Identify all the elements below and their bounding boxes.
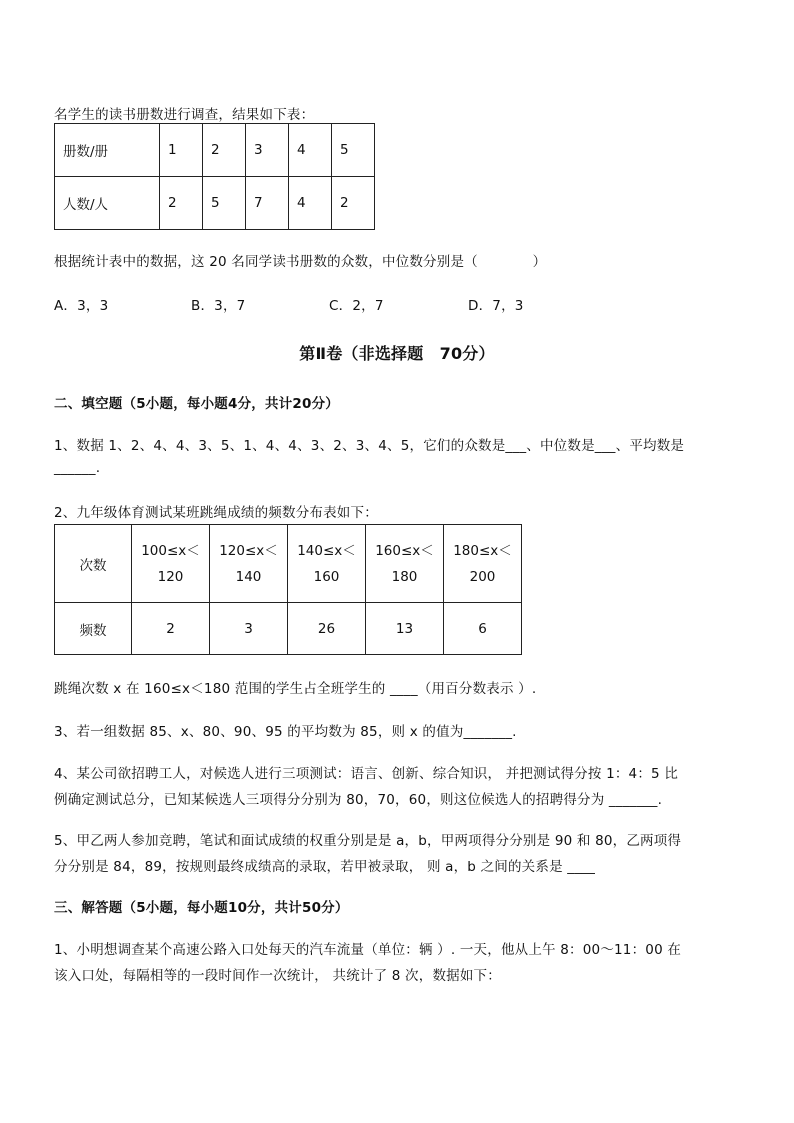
fill-question-2: 2、九年级体育测试某班跳绳成绩的频数分布表如下： [54, 505, 378, 521]
range-top: 180≤x＜ [453, 542, 512, 559]
part2-title: 二、填空题（5小题，每小题4分，共计20分） [54, 396, 339, 412]
range-bottom: 140 [235, 568, 262, 585]
table-cell: 26 [288, 603, 366, 655]
option-b: B．3，7 [191, 298, 246, 314]
range-bottom: 200 [469, 568, 496, 585]
table-cell: 2 [160, 177, 203, 230]
fill-question-4: 4、某公司欲招聘工人，对候选人进行三项测试：语言、创新、综合知识， 并把测试得分按 1：4：5 比 [54, 766, 679, 782]
part3-title: 三、解答题（5小题，每小题10分，共计50分） [54, 900, 349, 916]
fill-question-5-cont: 分分别是 84，89，按规则最终成绩高的录取，若甲被录取， 则 a，b 之间的关系是 ____ [54, 859, 596, 875]
table-cell: 6 [444, 603, 522, 655]
range-top: 140≤x＜ [297, 542, 356, 559]
row-header: 册数/册 [55, 124, 160, 177]
table-row [55, 177, 375, 230]
fill-question-3: 3、若一组数据 85、x、80、90、95 的平均数为 85，则 x 的值为_______. [54, 724, 517, 740]
table-row [55, 124, 375, 177]
books-table [54, 123, 375, 230]
table-cell: 7 [246, 177, 289, 230]
solve-question-1: 1、小明想调查某个高速公路入口处每天的汽车流量（单位：辆 ）. 一天，他从上午 8：00～11：00 在 [54, 942, 682, 958]
range-cell [210, 525, 288, 603]
fill-question-2-tail: 跳绳次数 x 在 160≤x＜180 范围的学生占全班学生的 ____（用百分数表示 ）. [54, 681, 537, 697]
table-cell: 4 [289, 124, 332, 177]
frequency-table [54, 524, 522, 655]
range-cell [288, 525, 366, 603]
row-header: 频数 [55, 603, 132, 655]
table-cell: 2 [132, 603, 210, 655]
row-header: 人数/人 [55, 177, 160, 230]
table-row [55, 603, 522, 655]
option-d: D．7，3 [468, 298, 524, 314]
question-prompt: 根据统计表中的数据，这 20 名同学读书册数的众数，中位数分别是（ ） [54, 254, 547, 270]
range-bottom: 180 [391, 568, 418, 585]
range-top: 120≤x＜ [219, 542, 278, 559]
range-cell [132, 525, 210, 603]
range-top: 160≤x＜ [375, 542, 434, 559]
fill-question-1: 1、数据 1、2、4、4、3、5、1、4、4、3、2、3、4、5，它们的众数是___、中位数是___、平均数是 [54, 438, 685, 454]
range-cell [444, 525, 522, 603]
range-bottom: 120 [157, 568, 184, 585]
fill-question-4-cont: 例确定测试总分，已知某候选人三项得分分别为 80，70，60，则这位候选人的招聘得分为 _______. [54, 792, 663, 808]
range-top: 100≤x＜ [141, 542, 200, 559]
option-c: C．2，7 [329, 298, 384, 314]
intro-line: 名学生的读书册数进行调查，结果如下表： [54, 107, 315, 123]
solve-question-1-cont: 该入口处，每隔相等的一段时间作一次统计， 共统计了 8 次，数据如下： [54, 968, 501, 984]
option-a: A．3，3 [54, 298, 109, 314]
table-cell: 5 [203, 177, 246, 230]
range-bottom: 160 [313, 568, 340, 585]
table-cell: 1 [160, 124, 203, 177]
fill-question-1-cont: ______. [54, 460, 101, 476]
table-cell: 5 [332, 124, 375, 177]
table-cell: 13 [366, 603, 444, 655]
table-row [55, 525, 522, 603]
table-cell: 3 [210, 603, 288, 655]
table-cell: 2 [203, 124, 246, 177]
table-cell: 2 [332, 177, 375, 230]
fill-question-5: 5、甲乙两人参加竞聘，笔试和面试成绩的权重分别是是 a，b，甲两项得分分别是 90 和 80，乙两项得 [54, 833, 682, 849]
range-cell [366, 525, 444, 603]
table-cell: 3 [246, 124, 289, 177]
section-title: 第Ⅱ卷（非选择题 70分） [299, 344, 495, 363]
table-cell: 4 [289, 177, 332, 230]
row-header: 次数 [55, 525, 132, 603]
